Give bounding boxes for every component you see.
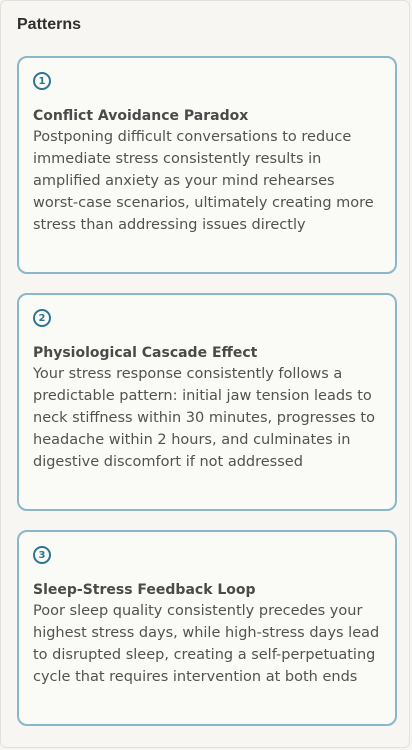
number-badge-icon: 3 (33, 546, 51, 564)
pattern-title: Conflict Avoidance Paradox (33, 108, 249, 124)
pattern-card-1[interactable] (17, 56, 397, 274)
panel-title: Patterns (17, 16, 82, 33)
pattern-card-2[interactable] (17, 293, 397, 511)
pattern-card-3[interactable] (17, 530, 397, 726)
pattern-title: Physiological Cascade Effect (33, 345, 258, 361)
pattern-description: Your stress response consistently follows a predictable pattern: initial jaw tension leads to neck stiffness within 30 minutes, progresses to headache within 2 hours, and culminates in digestive discomfort if not addressed (33, 366, 375, 470)
pattern-description: Postponing difficult conversations to reduce immediate stress consistently results in amplified anxiety as your mind rehearses worst-case scenarios, ultimately creating more stress than addressing issues directly (33, 129, 374, 233)
pattern-title: Sleep-Stress Feedback Loop (33, 582, 256, 598)
pattern-description: Poor sleep quality consistently precedes your highest stress days, while high-stress days lead to disrupted sleep, creating a self-perpetuating cycle that requires intervention at both ends (33, 603, 380, 685)
number-badge-icon: 2 (33, 309, 51, 327)
number-badge-icon: 1 (33, 72, 51, 90)
